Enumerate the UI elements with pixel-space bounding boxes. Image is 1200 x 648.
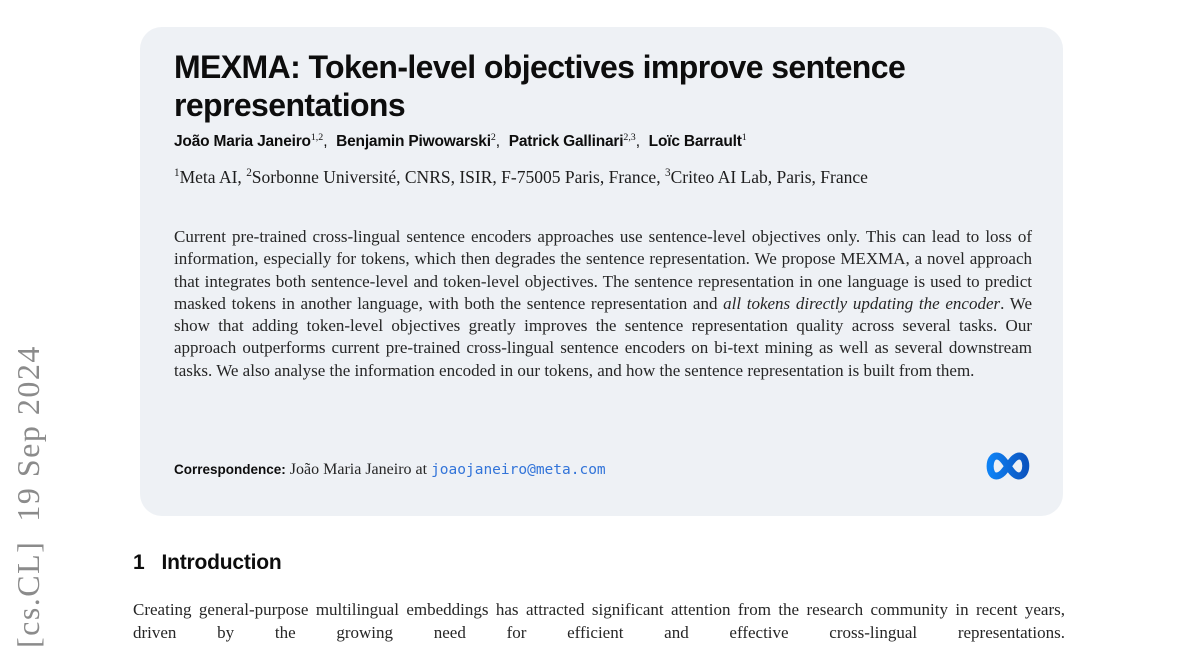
introduction-paragraph: Creating general-purpose multilingual embeddings has attracted significant attention from the research community in recent years, driven by the growing need for efficient and effective cross-lingual representations. [133,600,1065,642]
abstract-text: Current pre-trained cross-lingual sentence encoders approaches use sentence-level objectives only. This can lead to loss of information, especially for tokens, which then degrades the sentence representation. We propose MEXMA, a novel approach that integrates both sentence-level and token-level objectives. The sentence representation in one language is used to predict masked tokens in another language, with both the sentence representation and all tokens directly updating the encoder. We show that adding token-level objectives greatly improves the sentence representation quality across several tasks. Our approach outperforms current pre-trained cross-lingual sentence encoders on bi-text mining as well as several downstream tasks. We also analyse the information encoded in our tokens, and how the sentence representation is built from them. [174,227,1032,380]
abstract-card [140,27,1063,516]
author: Benjamin Piwowarski$^2$, [336,131,509,150]
author-line [174,133,747,151]
affiliation-line [174,167,868,188]
section-number: 1 [133,551,145,574]
section-title: Introduction [161,551,282,574]
affiliation: $^2$Sorbonne Université, CNRS, ISIR, F-75005 Paris, France, [246,167,665,187]
affiliation: $^1$Meta AI, [174,167,247,187]
author: Patrick Gallinari$^{2,3}$, [508,131,649,150]
author: João Maria Janeiro$^{1,2}$, [174,131,337,150]
arxiv-watermark: [cs.CL] 19 Sep 2024 [10,345,46,648]
correspondence-email-link[interactable]: joaojaneiro@meta.com [431,462,606,478]
meta-logo-icon [983,447,1033,485]
correspondence-line [174,461,606,479]
author: Loïc Barrault$^1$ [648,131,747,150]
section-heading-introduction [133,551,282,575]
correspondence-text: João Maria Janeiro at [285,461,432,478]
paper-title: MEXMA: Token-level objectives improve sentence representations [174,49,906,123]
affiliation: $^3$Criteo AI Lab, Paris, France [664,167,868,187]
correspondence-label: Correspondence: [174,462,286,477]
